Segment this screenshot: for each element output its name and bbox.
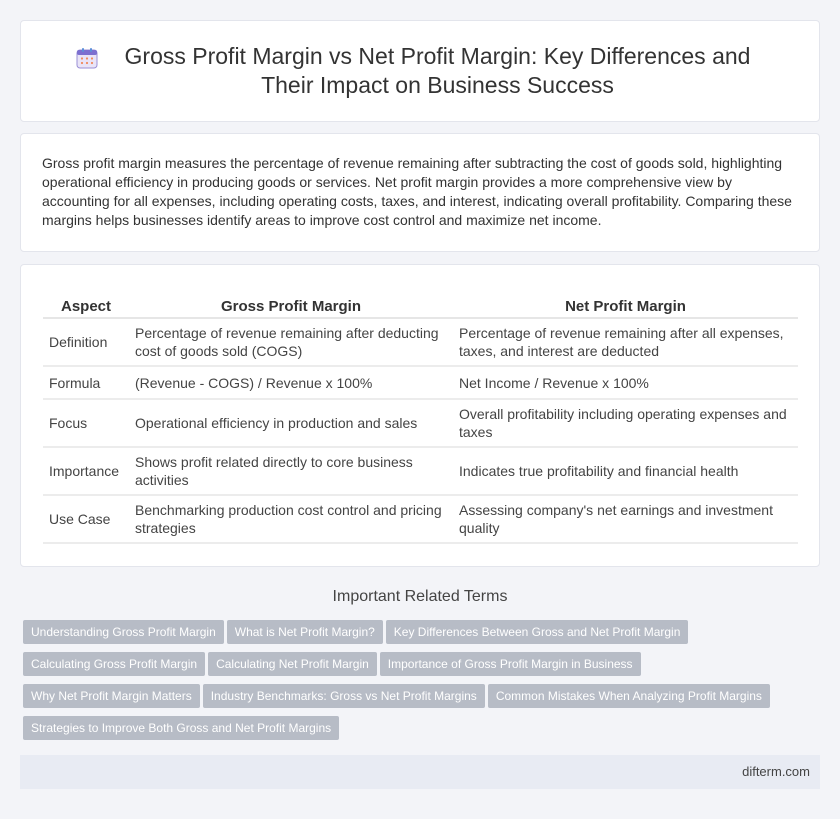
- related-terms-title: Important Related Terms: [332, 588, 508, 605]
- row-aspect: Definition: [43, 318, 129, 366]
- row-aspect: Importance: [43, 447, 129, 495]
- table-header-row: [43, 296, 798, 318]
- related-term-tag[interactable]: Common Mistakes When Analyzing Profit Margins: [488, 684, 770, 708]
- related-term-tag[interactable]: Industry Benchmarks: Gross vs Net Profit Margins: [203, 684, 485, 708]
- intro-card: [20, 133, 820, 252]
- row-net: Overall profitability including operating expenses and taxes: [453, 399, 798, 447]
- related-term-tag[interactable]: Understanding Gross Profit Margin: [23, 620, 224, 644]
- footer: [20, 755, 820, 789]
- header-net-profit-margin: Net Profit Margin: [453, 296, 798, 318]
- related-term-tag[interactable]: Importance of Gross Profit Margin in Business: [380, 652, 641, 676]
- row-aspect: Focus: [43, 399, 129, 447]
- row-gross: (Revenue - COGS) / Revenue x 100%: [129, 366, 453, 399]
- row-net: Percentage of revenue remaining after all expenses, taxes, and interest are deducted: [453, 318, 798, 366]
- related-term-tag[interactable]: Why Net Profit Margin Matters: [23, 684, 200, 708]
- table-row: [43, 447, 798, 495]
- table-row: [43, 318, 798, 366]
- row-net: Net Income / Revenue x 100%: [453, 366, 798, 399]
- related-terms-list: [23, 620, 803, 748]
- row-net: Indicates true profitability and financial health: [453, 447, 798, 495]
- header-gross-profit-margin: Gross Profit Margin: [129, 296, 453, 318]
- table-row: [43, 495, 798, 543]
- related-term-tag[interactable]: What is Net Profit Margin?: [227, 620, 383, 644]
- related-term-tag[interactable]: Calculating Gross Profit Margin: [23, 652, 205, 676]
- row-aspect: Formula: [43, 366, 129, 399]
- comparison-table: [43, 296, 798, 544]
- intro-paragraph: Gross profit margin measures the percentage of revenue remaining after subtracting the cost of goods sold, highlighting operational efficiency in producing goods or services. Net profit margin provides a more comprehensive view by accounting for all expenses, including operating costs, taxes, and interest, indicating overall profitability. Comparing these margins helps businesses identify areas to improve cost control and maximize net income.: [42, 155, 792, 228]
- row-gross: Percentage of revenue remaining after deducting cost of goods sold (COGS): [129, 318, 453, 366]
- title-card: [20, 20, 820, 122]
- related-term-tag[interactable]: Calculating Net Profit Margin: [208, 652, 377, 676]
- footer-site-link[interactable]: difterm.com: [742, 764, 810, 779]
- header-aspect: Aspect: [43, 296, 129, 318]
- page-title: Gross Profit Margin vs Net Profit Margin: Key Differences and Their Impact on Business Success: [124, 43, 751, 98]
- table-row: [43, 399, 798, 447]
- row-gross: Benchmarking production cost control and pricing strategies: [129, 495, 453, 543]
- row-gross: Shows profit related directly to core business activities: [129, 447, 453, 495]
- row-net: Assessing company's net earnings and investment quality: [453, 495, 798, 543]
- row-gross: Operational efficiency in production and sales: [129, 399, 453, 447]
- related-term-tag[interactable]: Strategies to Improve Both Gross and Net Profit Margins: [23, 716, 339, 740]
- row-aspect: Use Case: [43, 495, 129, 543]
- comparison-card: [20, 264, 820, 567]
- table-row: [43, 366, 798, 399]
- related-term-tag[interactable]: Key Differences Between Gross and Net Profit Margin: [386, 620, 689, 644]
